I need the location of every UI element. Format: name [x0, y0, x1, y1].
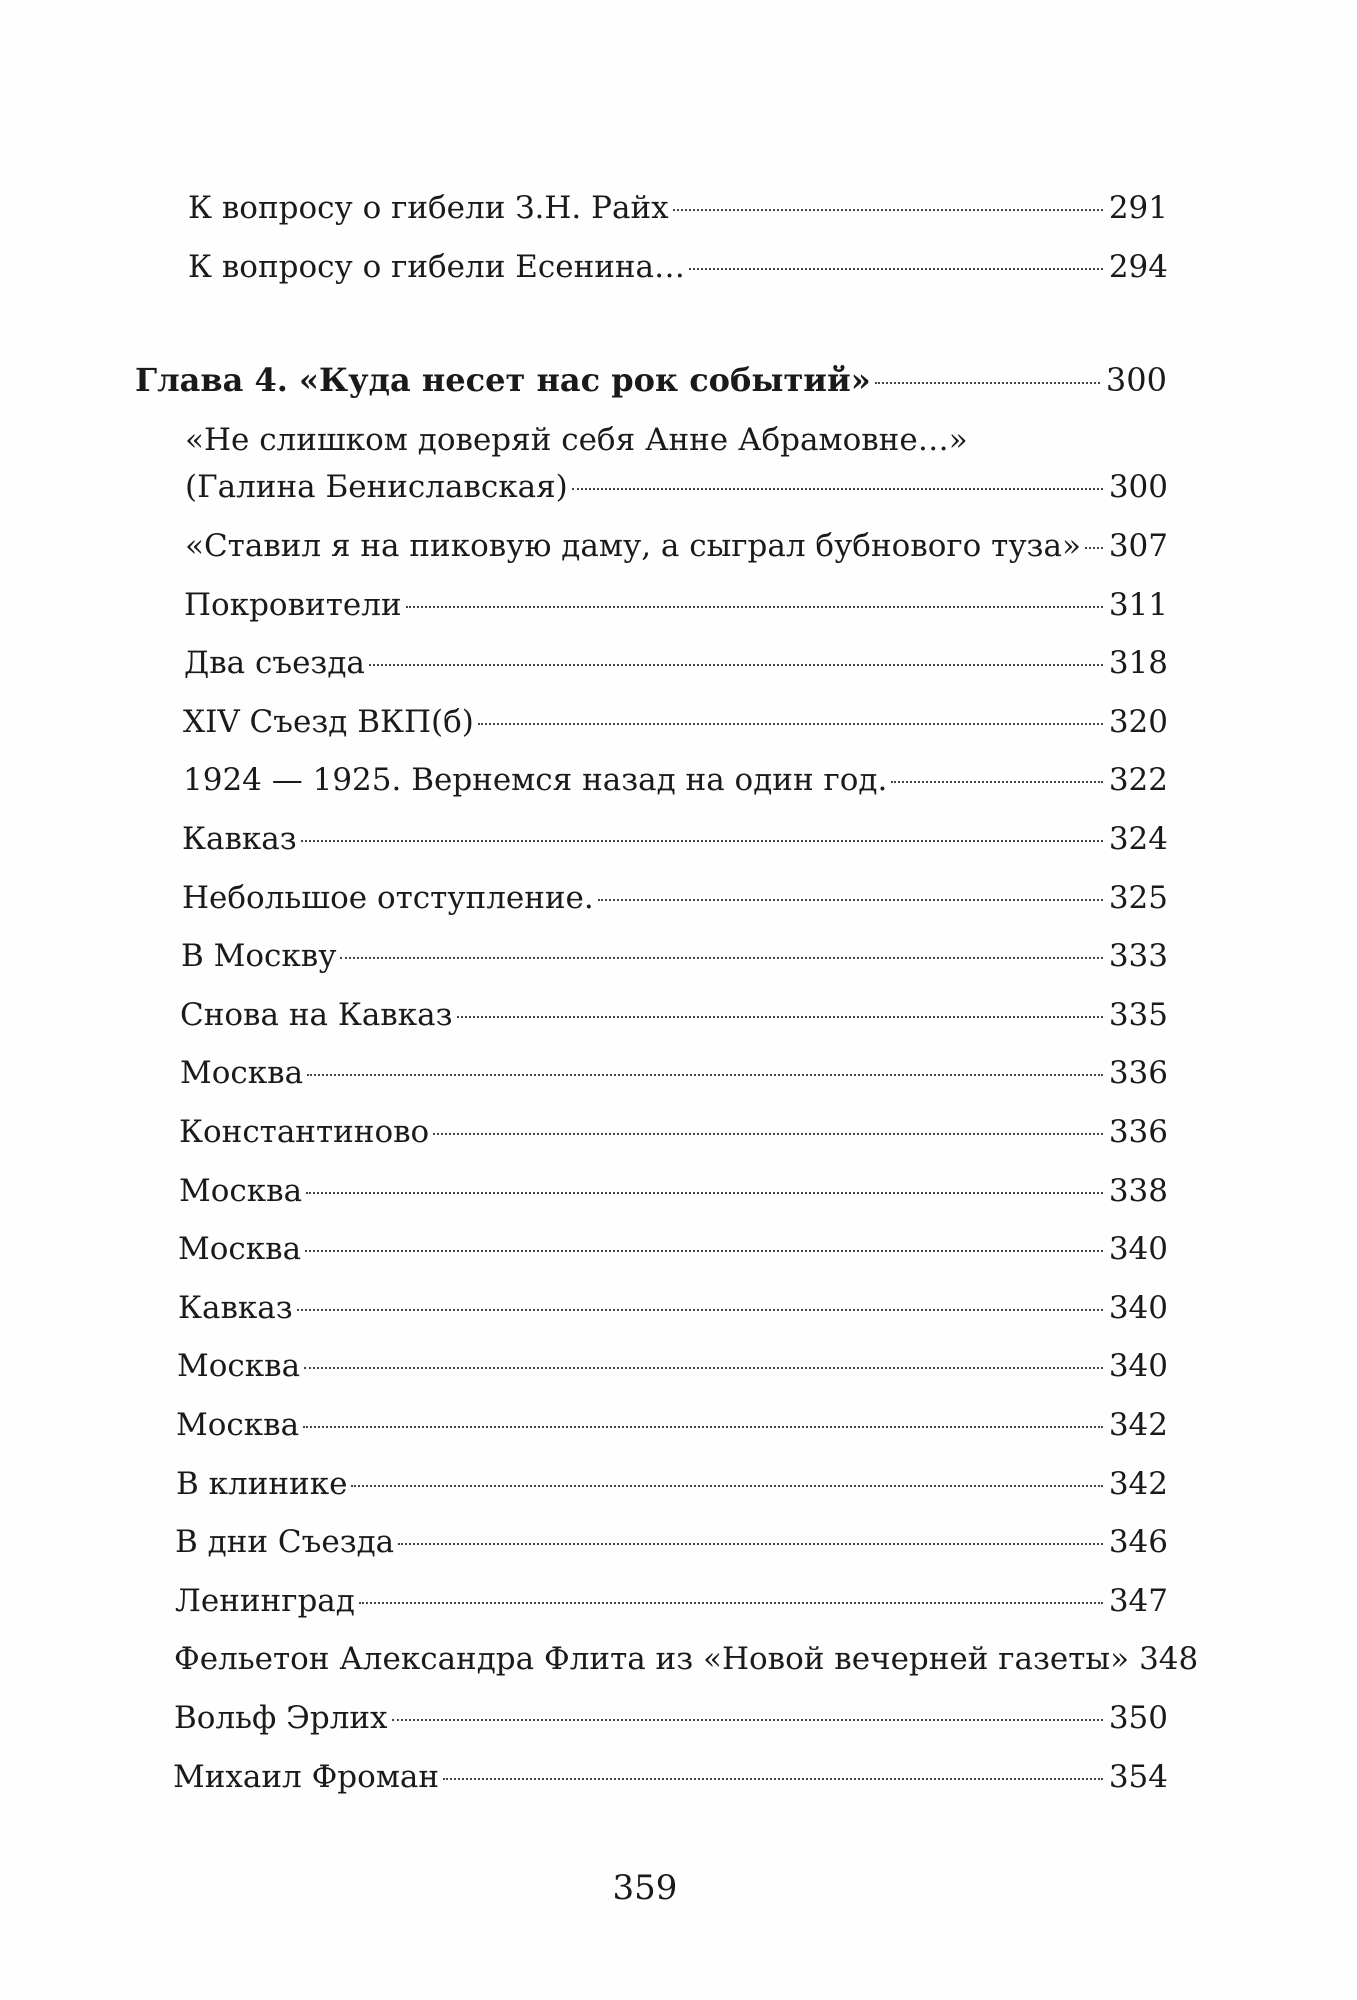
- toc-entry-title: Москва: [177, 1348, 301, 1384]
- toc-entry-page: 336: [1108, 1114, 1168, 1150]
- toc-entry: [175, 1522, 1168, 1562]
- toc-dot-leader: [433, 1133, 1103, 1135]
- toc-entry: [180, 1053, 1168, 1093]
- toc-entry-title: К вопросу о гибели З.Н. Райх: [188, 190, 669, 226]
- toc-entry-page: 322: [1108, 762, 1168, 798]
- toc-entry: [179, 1112, 1168, 1152]
- toc-entry-title: Константиново: [179, 1114, 430, 1150]
- toc-entry: [178, 1229, 1168, 1269]
- toc-entry-title: Москва: [178, 1231, 302, 1267]
- toc-entry: [183, 702, 1168, 742]
- toc-dot-leader: [443, 1778, 1103, 1780]
- page-number: 359: [612, 1868, 678, 1908]
- toc-entry-title: К вопросу о гибели Есенина…: [188, 249, 686, 285]
- toc-entry-title: «Ставил я на пиковую даму, а сыграл бубнового туза»: [185, 528, 1081, 564]
- toc-entry-page: 342: [1108, 1466, 1168, 1502]
- toc-dot-leader: [297, 1309, 1103, 1311]
- toc-entry-page: 333: [1108, 938, 1168, 974]
- toc-dot-leader: [340, 957, 1102, 959]
- toc-entry-page: 300: [1108, 469, 1168, 505]
- toc-dot-leader: [369, 664, 1103, 666]
- toc-entry: [173, 1757, 1168, 1797]
- toc-dot-leader: [891, 781, 1103, 783]
- toc-entry-title: Москва: [179, 1173, 303, 1209]
- toc-dot-leader: [398, 1543, 1103, 1545]
- toc-dot-leader: [306, 1192, 1103, 1194]
- toc-entry-page: 340: [1108, 1290, 1168, 1326]
- toc-entry-title: 1924 — 1925. Вернемся назад на один год.: [183, 762, 888, 798]
- toc-entry-page: 320: [1108, 704, 1168, 740]
- toc-entry-title: Ленинград: [175, 1583, 355, 1619]
- toc-entry-page: 307: [1108, 528, 1168, 564]
- toc-entry-page: 325: [1108, 880, 1168, 916]
- toc-dot-leader: [392, 1719, 1103, 1721]
- toc-entry-page: 354: [1108, 1759, 1168, 1795]
- toc-chapter-page: 300: [1105, 361, 1167, 399]
- toc-dot-leader: [673, 209, 1103, 211]
- toc-entry-page: 338: [1108, 1173, 1168, 1209]
- toc-entry-page: 348: [1139, 1641, 1199, 1677]
- toc-chapter-heading: [135, 360, 1167, 400]
- toc-entry-title: Снова на Кавказ: [180, 997, 453, 1033]
- toc-dot-leader: [598, 899, 1103, 901]
- toc-entry: [188, 188, 1168, 228]
- toc-entry-title: Москва: [176, 1407, 300, 1443]
- toc-entry-page: 294: [1108, 249, 1168, 285]
- toc-entry-title: Москва: [180, 1055, 304, 1091]
- toc-entry: [183, 760, 1168, 800]
- toc-entry-title: Михаил Фроман: [173, 1759, 440, 1795]
- toc-entry-page: 311: [1108, 587, 1168, 623]
- toc-dot-leader: [572, 488, 1103, 490]
- toc-dot-leader: [304, 1367, 1103, 1369]
- toc-entry-page: 340: [1108, 1348, 1168, 1384]
- toc-entry: [184, 585, 1168, 625]
- toc-entry: [188, 247, 1168, 287]
- toc-dot-leader: [307, 1074, 1103, 1076]
- toc-entry-title: В клинике: [176, 1466, 348, 1502]
- toc-entry-title: XIV Съезд ВКП(б): [183, 704, 474, 740]
- toc-entry-title: Фельетон Александра Флита из «Новой вечерней газеты»: [174, 1641, 1130, 1677]
- toc-dot-leader: [1085, 547, 1103, 549]
- toc-dot-leader: [303, 1426, 1103, 1428]
- toc-entry-title: Кавказ: [182, 821, 297, 857]
- toc-entry-page: 324: [1108, 821, 1168, 857]
- toc-entry: [178, 1288, 1168, 1328]
- toc-entry: [175, 1581, 1168, 1621]
- toc-entry: [182, 878, 1168, 918]
- toc-entry: [174, 1698, 1168, 1738]
- toc-entry-page: 318: [1108, 645, 1168, 681]
- toc-entry-title-line2: (Галина Бениславская): [185, 469, 568, 505]
- toc-entry-page: 347: [1108, 1583, 1168, 1619]
- toc-dot-leader: [305, 1250, 1103, 1252]
- toc-dot-leader: [359, 1602, 1103, 1604]
- toc-entry-title-line1: «Не слишком доверяй себя Анне Абрамовне…»: [185, 422, 968, 458]
- toc-dot-leader: [689, 268, 1103, 270]
- toc-entry-title: Вольф Эрлих: [174, 1700, 388, 1736]
- toc-entry-page: 336: [1108, 1055, 1168, 1091]
- toc-dot-leader: [875, 382, 1100, 384]
- toc-entry: [182, 819, 1168, 859]
- toc-entry-page: 350: [1108, 1700, 1168, 1736]
- toc-entry-page: 342: [1108, 1407, 1168, 1443]
- toc-entry: [181, 936, 1168, 976]
- toc-entry-page: 335: [1108, 997, 1168, 1033]
- toc-dot-leader: [406, 606, 1103, 608]
- toc-dot-leader: [478, 723, 1103, 725]
- toc-entry: [180, 995, 1168, 1035]
- toc-entry: [176, 1405, 1168, 1445]
- toc-entry: [177, 1346, 1168, 1386]
- toc-dot-leader: [301, 840, 1103, 842]
- toc-entry: [185, 467, 1168, 507]
- toc-entry-title: В Москву: [181, 938, 337, 974]
- toc-entry-page: 346: [1108, 1524, 1168, 1560]
- toc-entry-title: В дни Съезда: [175, 1524, 395, 1560]
- toc-entry-page: 340: [1108, 1231, 1168, 1267]
- toc-entry-title: Кавказ: [178, 1290, 293, 1326]
- toc-dot-leader: [457, 1016, 1103, 1018]
- toc-entry-title: Два съезда: [184, 645, 365, 681]
- toc-dot-leader: [351, 1485, 1102, 1487]
- toc-entry: [176, 1464, 1168, 1504]
- toc-chapter-title: Глава 4. «Куда несет нас рок событий»: [135, 361, 871, 399]
- toc-entry-title: Небольшое отступление.: [182, 880, 594, 916]
- toc-entry: [179, 1171, 1168, 1211]
- toc-entry: [174, 1639, 1199, 1679]
- toc-entry: [185, 526, 1168, 566]
- toc-entry-title: Покровители: [184, 587, 402, 623]
- toc-entry: [184, 643, 1168, 683]
- toc-entry-page: 291: [1108, 190, 1168, 226]
